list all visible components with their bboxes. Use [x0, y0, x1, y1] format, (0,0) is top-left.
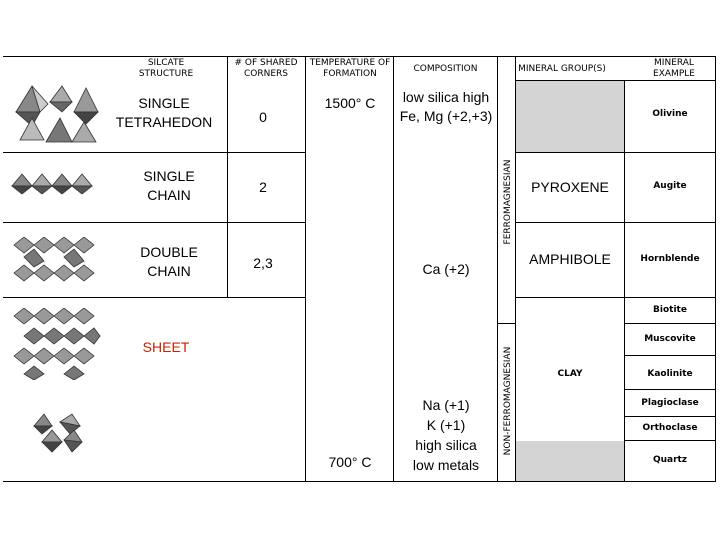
structure-double-chain: DOUBLE CHAIN [140, 244, 198, 279]
ferromagnesian-label: FERROMAGNESIAN [503, 159, 513, 245]
example-hornblende: Hornblende [640, 254, 700, 264]
table-top-border [3, 56, 716, 57]
shaded-cell-olivine-group [516, 81, 624, 152]
non-ferromagnesian-label: NON-FERROMAGNESIAN [503, 346, 513, 456]
shared-corners-single-tetrahedon: 0 [259, 109, 267, 125]
group-divider-2 [515, 152, 715, 153]
single-chain-illustration [10, 170, 102, 198]
example-divider-3 [624, 389, 715, 390]
framework-illustration [30, 412, 86, 458]
example-augite: Augite [653, 181, 687, 191]
col-divider-2 [305, 56, 306, 482]
group-divider-4 [515, 297, 715, 298]
structure-single-tetrahedon: SINGLE TETRAHEDON [115, 95, 213, 130]
structure-sheet: SHEET [142, 339, 190, 355]
composition-bottom-line-2: K (+1) [426, 417, 466, 433]
double-chain-illustration [10, 237, 106, 287]
example-biotite: Biotite [653, 305, 687, 315]
header-mineral-example: MINERAL EXAMPLE [653, 58, 695, 79]
single-tetrahedron-illustration [10, 82, 100, 146]
sheet-illustration [10, 308, 102, 380]
example-divider-1 [624, 323, 715, 324]
composition-middle: Ca (+2) [422, 261, 470, 277]
group-clay: CLAY [557, 369, 583, 379]
col-divider-7 [715, 56, 716, 482]
col-divider-6 [624, 80, 625, 482]
temperature-low: 700° C [328, 454, 372, 470]
row-divider-2 [3, 222, 305, 223]
temperature-high: 1500° C [324, 95, 376, 111]
example-divider-2 [624, 355, 715, 356]
example-muscovite: Muscovite [644, 334, 696, 344]
group-amphibole: AMPHIBOLE [529, 251, 611, 267]
row-divider-1 [3, 152, 305, 153]
header-temperature: TEMPERATURE OF FORMATION [309, 58, 391, 79]
ferro-divider [497, 323, 515, 324]
example-olivine: Olivine [652, 109, 688, 119]
structure-single-chain: SINGLE CHAIN [143, 168, 195, 203]
row-divider-3 [3, 297, 305, 298]
header-structure: SILCATE STRUCTURE [138, 58, 194, 79]
example-kaolinite: Kaolinite [647, 369, 693, 379]
example-divider-4 [624, 416, 715, 417]
example-plagioclase: Plagioclase [641, 398, 699, 408]
group-divider-3 [515, 222, 715, 223]
example-divider-5 [624, 440, 715, 441]
shared-corners-single-chain: 2 [259, 179, 267, 195]
composition-bottom-line-3: high silica [415, 437, 477, 453]
header-mineral-group: MINERAL GROUP(S) [518, 64, 606, 74]
header-composition: COMPOSITION [413, 64, 478, 74]
example-quartz: Quartz [652, 455, 688, 465]
table-bottom-border [3, 481, 716, 482]
example-orthoclase: Orthoclase [642, 423, 698, 433]
shared-corners-double-chain: 2,3 [253, 255, 273, 271]
composition-top: low silica high Fe, Mg (+2,+3) [399, 89, 493, 124]
composition-bottom-line-1: Na (+1) [422, 397, 470, 413]
shaded-cell-quartz-group [516, 441, 624, 481]
header-shared-corners: # OF SHARED CORNERS [234, 58, 298, 79]
composition-bottom-line-4: low metals [412, 457, 480, 473]
group-pyroxene: PYROXENE [531, 179, 609, 195]
